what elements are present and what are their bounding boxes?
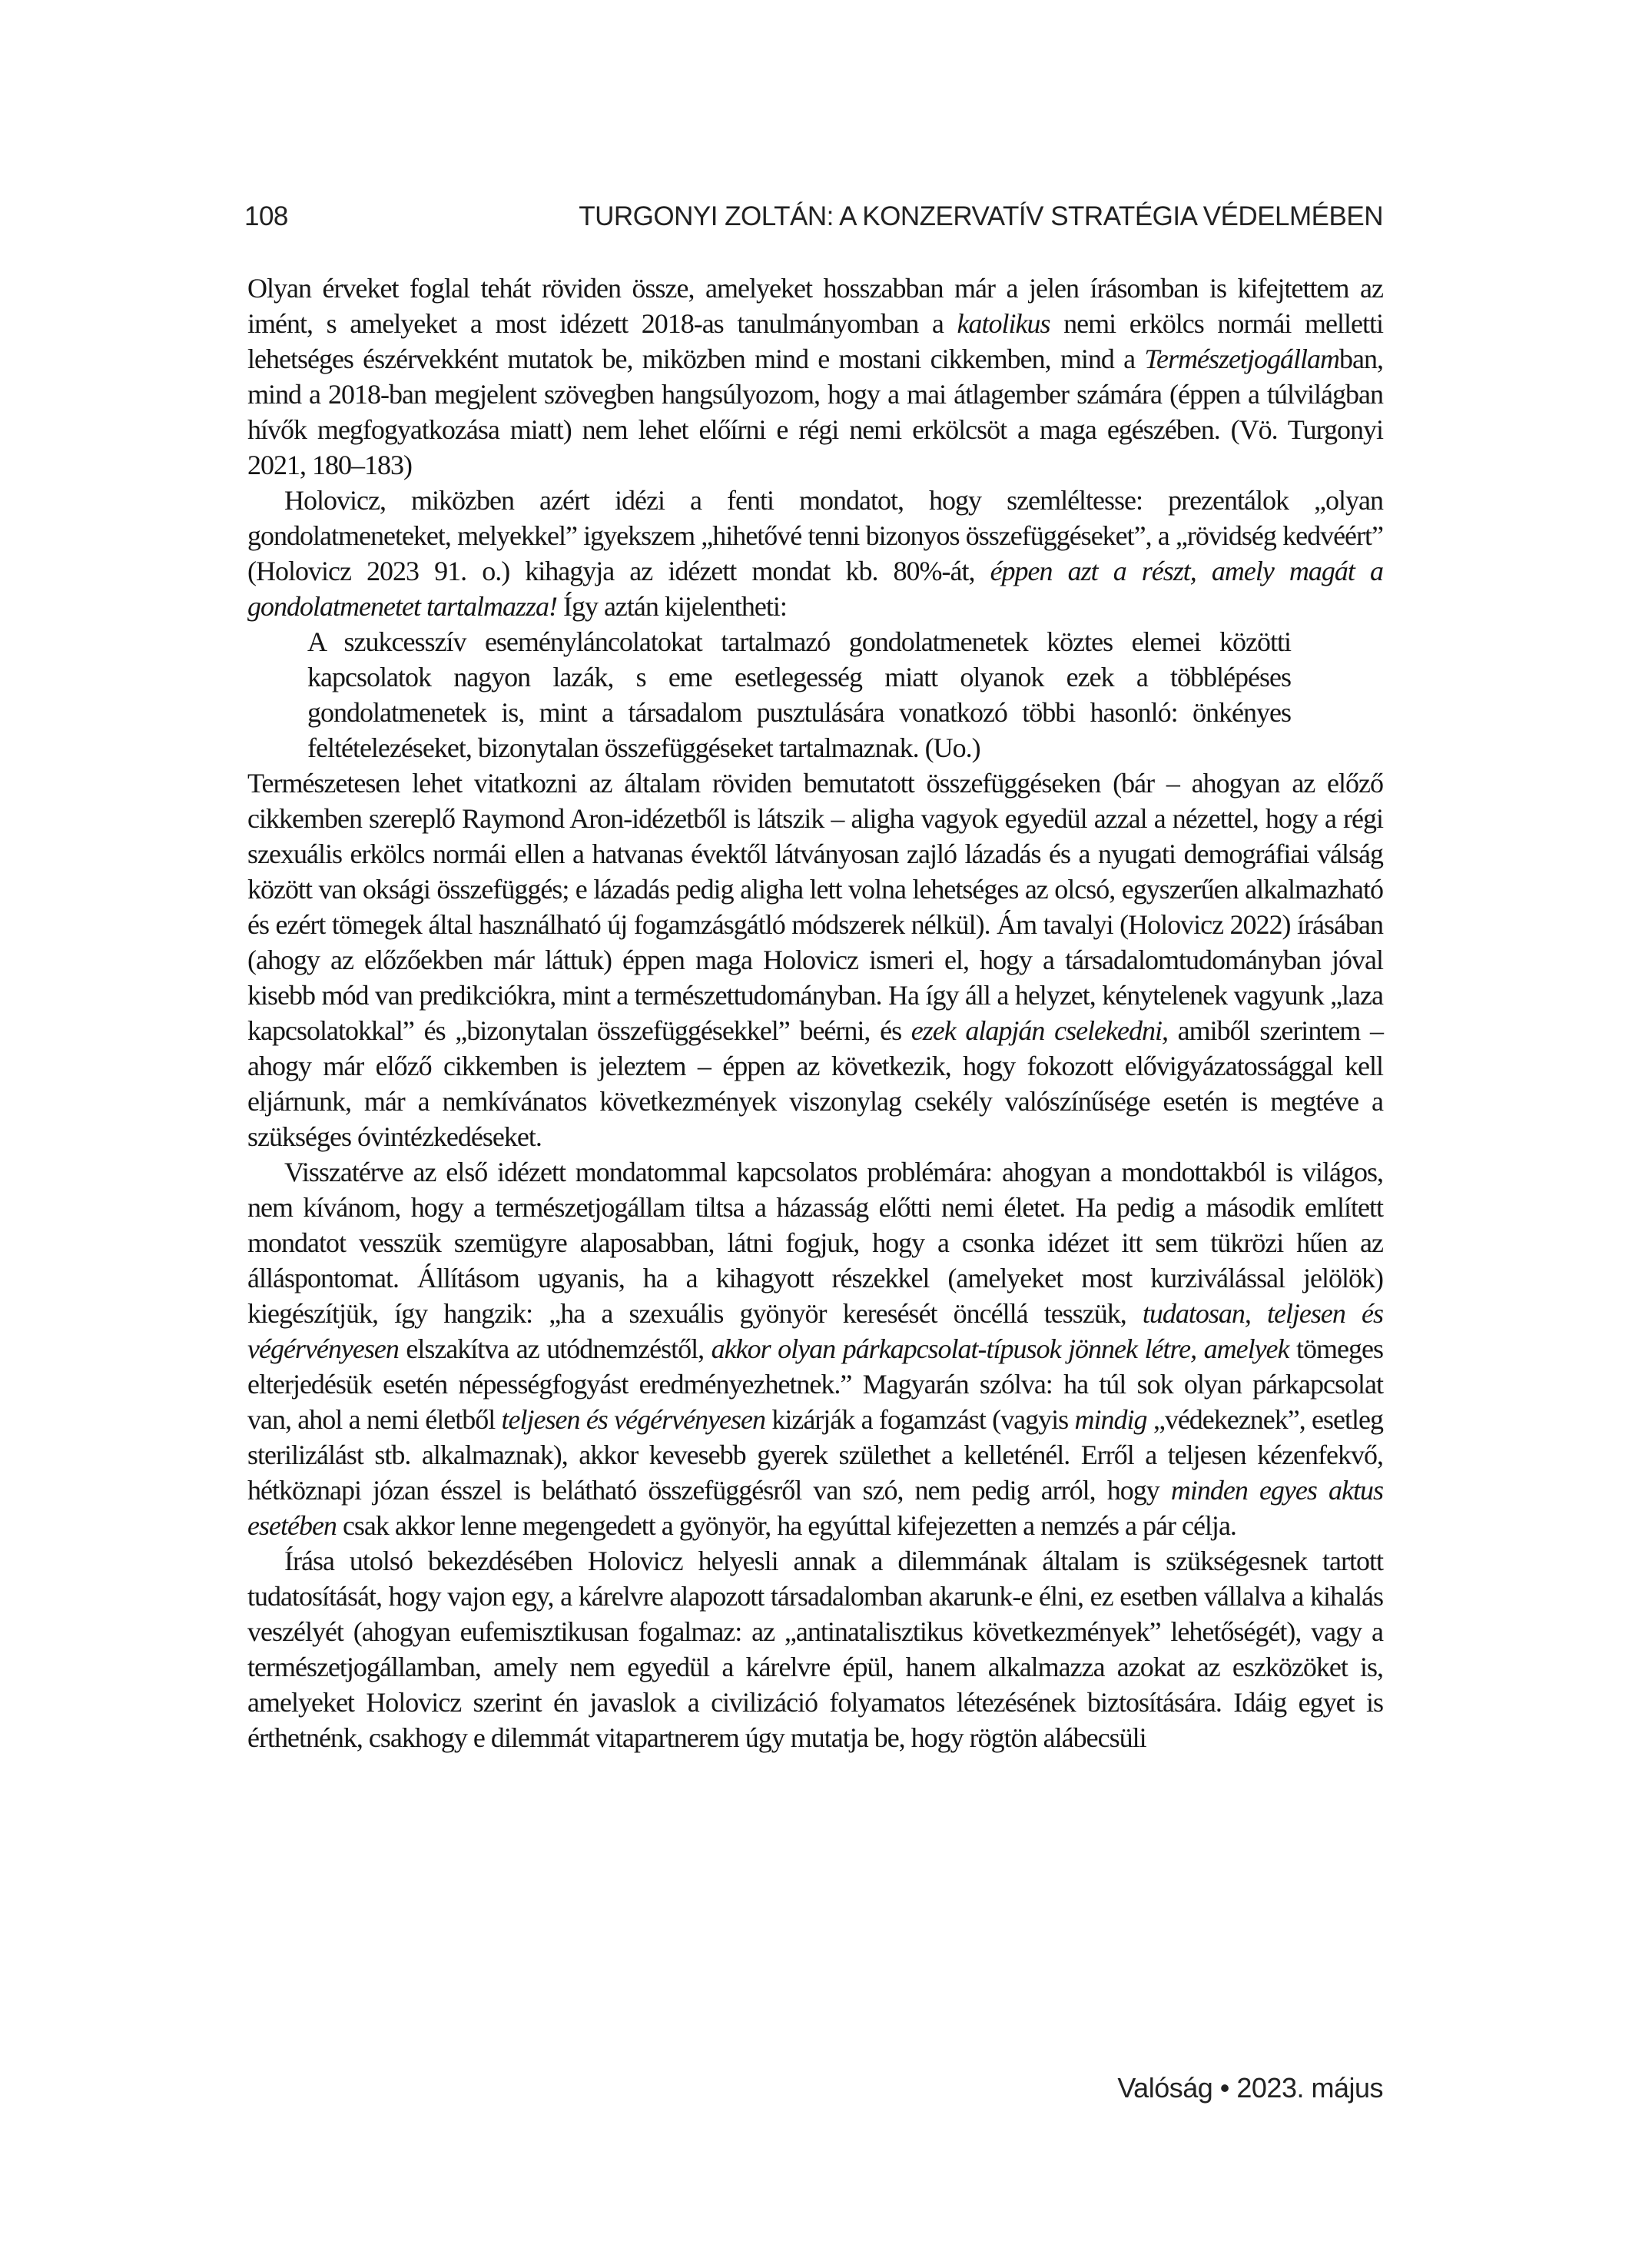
footer-journal-line: Valóság • 2023. május	[1117, 2072, 1383, 2104]
text-run: Holovicz, miközben azért idézi a fenti mondatot, hogy szemléltesse: prezentálok „olyan gondolatmeneteket, melyekkel” igyekszem „hihetővé tenni bizonyos összefüggéseket”, a „rövidség kedvéért” (Holovicz 2023 91. o.) kihagyja az idézett mondat kb. 80%-át,	[247, 485, 1383, 586]
italic-text-run: mindig	[1074, 1404, 1147, 1435]
italic-text-run: minden egyes aktus esetében	[247, 1475, 1383, 1541]
text-run: Visszatérve az első idézett mondatommal kapcsolatos problémára: ahogyan a mondottakból is világos, nem kívánom, hogy a természetjogállam tiltsa a házasság előtti nemi életet. Ha pedig a második említett mondatot vesszük szemügyre alaposabban, látni fogjuk, hogy a csonka idézet itt sem tükrözi hűen az álláspontomat. Állításom ugyanis, ha a kihagyott részekkel (amelyeket most kurziválással jelölök) kiegészítjük, így hangzik: „ha a szexuális gyönyör keresését öncéllá tesszük,	[247, 1157, 1383, 1329]
page-number: 108	[244, 201, 288, 231]
italic-text-run: ezek alapján cselekedni,	[911, 1015, 1168, 1046]
italic-text-run: katolikus	[957, 308, 1050, 339]
text-run: amiből szerintem – ahogy már előző cikkemben is jeleztem – éppen az következik, hogy fokozott elővigyázatossággal kell eljárnunk, már a nemkívánatos következmények viszonylag csekély valószínűsége esetén is megtéve a szükséges óvintézkedéseket.	[247, 1015, 1383, 1152]
block-quote	[247, 624, 1383, 765]
text-run: Olyan érveket foglal tehát röviden össze, amelyeket hosszabban már a jelen írásomban is kifejtettem az imént, s amelyeket a most idézett 2018-as tanulmányomban a	[247, 273, 1383, 339]
text-run: „védekeznek”, esetleg sterilizálást stb. alkalmaznak), akkor kevesebb gyerek születhet a kelleténél. Erről a teljesen kézenfekvő, hétköznapi józan ésszel is belátható összefüggésről van szó, nem pedig arról, hogy	[247, 1404, 1383, 1506]
italic-text-run: tudatosan, teljesen és végérvényesen	[247, 1298, 1383, 1364]
running-title: TURGONYI ZOLTÁN: A KONZERVATÍV STRATÉGIA VÉDELMÉBEN	[579, 201, 1383, 231]
text-run: A szukcesszív eseményláncolatokat tartalmazó gondolatmenetek köztes elemei közötti kapcsolatok nagyon lazák, s eme esetlegesség miatt olyanok ezek a többlépéses gondolatmenetek is, mint a társadalom pusztulására vonatkozó többi hasonló: önkényes feltételezéseket, bizonytalan összefüggéseket tartalmaznak. (Uo.)	[307, 626, 1291, 763]
text-run: elszakítva az utódnemzéstől,	[398, 1333, 712, 1364]
text-run: nemi erkölcs normái melletti lehetséges észérvekként mutatok be, miközben mind e mostani cikkemben, mind a	[247, 308, 1383, 374]
text-run: tömeges elterjedésük esetén népességfogyást eredményezhetnek.” Magyarán szólva: ha túl sok olyan párkapcsolat van, ahol a nemi életből	[247, 1333, 1383, 1435]
running-head	[244, 201, 1383, 232]
text-run: Így aztán kijelentheti:	[556, 591, 787, 622]
paragraph-2	[247, 483, 1383, 624]
paragraph-1	[247, 271, 1383, 483]
text-run: Természetesen lehet vitatkozni az általam röviden bemutatott összefüggéseken (bár – ahogyan az előző cikkemben szereplő Raymond Aron-idézetből is látszik – aligha vagyok egyedül azzal a nézettel, hogy a régi szexuális erkölcs normái ellen a hatvanas évektől látványosan zajló lázadás és a nyugati demográfiai válság között van oksági összefüggés; e lázadás pedig aligha lett volna lehetséges az olcsó, egyszerűen alkalmazható és ezért tömegek által használható új fogamzásgátló módszerek nélkül). Ám tavalyi (Holovicz 2022) írásában (ahogy az előzőekben már láttuk) éppen maga Holovicz ismeri el, hogy a társadalomtudományban jóval kisebb mód van predikciókra, mint a természettudományban. Ha így áll a helyzet, kénytelenek vagyunk „laza kapcsolatokkal” és „bizonytalan összefüggésekkel” beérni, és	[247, 768, 1383, 1046]
paragraph-4	[247, 765, 1383, 1154]
paragraph-5	[247, 1154, 1383, 1543]
page-body	[247, 271, 1383, 1755]
text-run: csak akkor lenne megengedett a gyönyör, ha egyúttal kifejezetten a nemzés a pár célja.	[336, 1510, 1236, 1541]
text-run: kizárják a fogamzást (vagyis	[765, 1404, 1075, 1435]
italic-text-run: éppen azt a részt, amely magát a gondolatmenetet tartalmazza!	[247, 556, 1384, 622]
paragraph-6	[247, 1543, 1383, 1755]
italic-text-run: akkor olyan párkapcsolat-típusok jönnek létre, amelyek	[711, 1333, 1289, 1364]
italic-text-run: Természetjogállam	[1144, 344, 1340, 374]
text-run: ban, mind a 2018-ban megjelent szövegben hangsúlyozom, hogy a mai átlagember számára (éppen a túlvilágban hívők megfogyatkozása miatt) nem lehet előírni e régi nemi erkölcsöt a maga egészében. (Vö. Turgonyi 2021, 180–183)	[247, 344, 1383, 480]
italic-text-run: teljesen és végérvényesen	[501, 1404, 765, 1435]
text-run: Írása utolsó bekezdésében Holovicz helyesli annak a dilemmának általam is szükségesnek tartott tudatosítását, hogy vajon egy, a kárelvre alapozott társadalomban akarunk-e élni, ez esetben vállalva a kihalás veszélyét (ahogyan eufemisztikusan fogalmaz: az „antinatalisztikus következmények” lehetőségét), vagy a természetjogállamban, amely nem egyedül a kárelvre épül, hanem alkalmazza azokat az eszközöket is, amelyeket Holovicz szerint én javaslok a civilizáció folyamatos létezésének biztosítására. Idáig egyet is érthetnénk, csakhogy e dilemmát vitapartnerem úgy mutatja be, hogy rögtön alábecsüli	[247, 1546, 1383, 1753]
